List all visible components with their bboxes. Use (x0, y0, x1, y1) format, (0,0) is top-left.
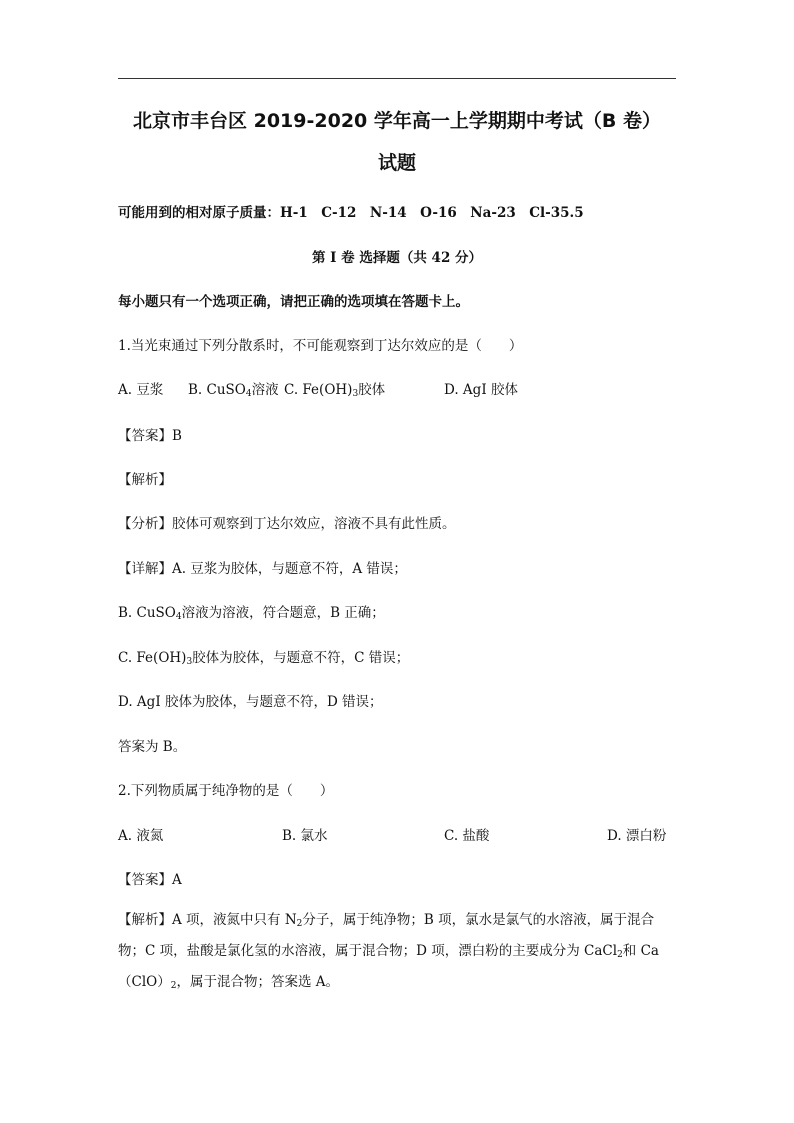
q1-option-c-text: C. Fe(OH) (284, 382, 353, 398)
q1-conclusion: 答案为 B。 (118, 739, 187, 755)
q1-option-b (188, 378, 279, 398)
q1-detail-b-subscript: 4 (175, 612, 182, 622)
q1-option-a: A. 豆浆 (118, 382, 164, 398)
q2-answer: 【答案】A (118, 872, 182, 888)
q2-option-c: C. 盐酸 (444, 828, 490, 844)
q2-analysis-text-3: 和 Ca（ClO） (118, 943, 659, 990)
q2-analysis-subscript-1: 2 (296, 919, 303, 929)
q1-fenxi: 【分析】胶体可观察到丁达尔效应，溶液不具有此性质。 (118, 516, 456, 532)
q1-analysis-label: 【解析】 (118, 472, 172, 488)
q1-detail-a: 【详解】A. 豆浆为胶体，与题意不符，A 错误； (118, 561, 407, 577)
q1-option-b-subscript: 4 (245, 389, 252, 399)
q2-analysis (118, 905, 676, 998)
q1-option-c-suffix: 胶体 (358, 382, 386, 398)
q2-analysis-text-4: ，属于混合物；答案选 A。 (176, 974, 339, 990)
page-title-line2: 试题 (377, 152, 416, 174)
q1-detail-c-suffix: 胶体为胶体，与题意不符，C 错误； (192, 650, 410, 666)
q2-analysis-text-2: 分子，属于纯净物；B 项，氯水是氯气的水溶液，属于混合物；C 项，盐酸是氯化氢的水溶液，属于混合物；D 项，漂白粉的主要成分为 CaCl (118, 912, 655, 959)
section-title: 第 I 卷 选择题（共 42 分） (311, 250, 483, 266)
q1-detail-c-subscript: 3 (186, 657, 193, 667)
q2-option-d: D. 漂白粉 (607, 828, 667, 844)
q2-analysis-subscript-2: 2 (617, 950, 623, 960)
q2-analysis-text-1: 【解析】A 项，液氮中只有 N (118, 912, 297, 928)
atomic-masses: 可能用到的相对原子质量：H-1 C-12 N-14 O-16 Na-23 Cl-35.5 (118, 205, 584, 221)
question-2-stem: 2.下列物质属于纯净物的是（ ） (118, 783, 334, 799)
q2-option-b: B. 氯水 (282, 828, 328, 844)
q1-option-b-text: B. CuSO (188, 382, 246, 398)
q1-option-c (284, 378, 385, 398)
q2-analysis-subscript-3: 2 (170, 981, 177, 991)
q1-detail-d: D. AgI 胶体为胶体，与题意不符，D 错误； (118, 694, 383, 710)
instruction: 每小题只有一个选项正确，请把正确的选项填在答题卡上。 (118, 294, 469, 310)
q1-detail-b-text: B. CuSO (118, 605, 176, 621)
q1-detail-b-suffix: 溶液为溶液，符合题意，B 正确； (181, 605, 385, 621)
question-1-stem: 1.当光束通过下列分散系时，不可能观察到丁达尔效应的是（ ） (118, 338, 523, 354)
q1-detail-c (118, 646, 409, 666)
q1-option-b-suffix: 溶液 (251, 382, 279, 398)
q1-detail-b (118, 601, 385, 621)
q1-answer: 【答案】B (118, 428, 182, 444)
q2-option-a: A. 液氮 (118, 828, 164, 844)
page-title: 北京市丰台区 2019-2020 学年高一上学期期中考试（B 卷） (133, 110, 661, 132)
header-rule (118, 78, 676, 79)
q1-option-c-subscript: 3 (352, 389, 359, 399)
q1-option-d: D. AgI 胶体 (444, 382, 518, 398)
q1-detail-c-text: C. Fe(OH) (118, 650, 187, 666)
